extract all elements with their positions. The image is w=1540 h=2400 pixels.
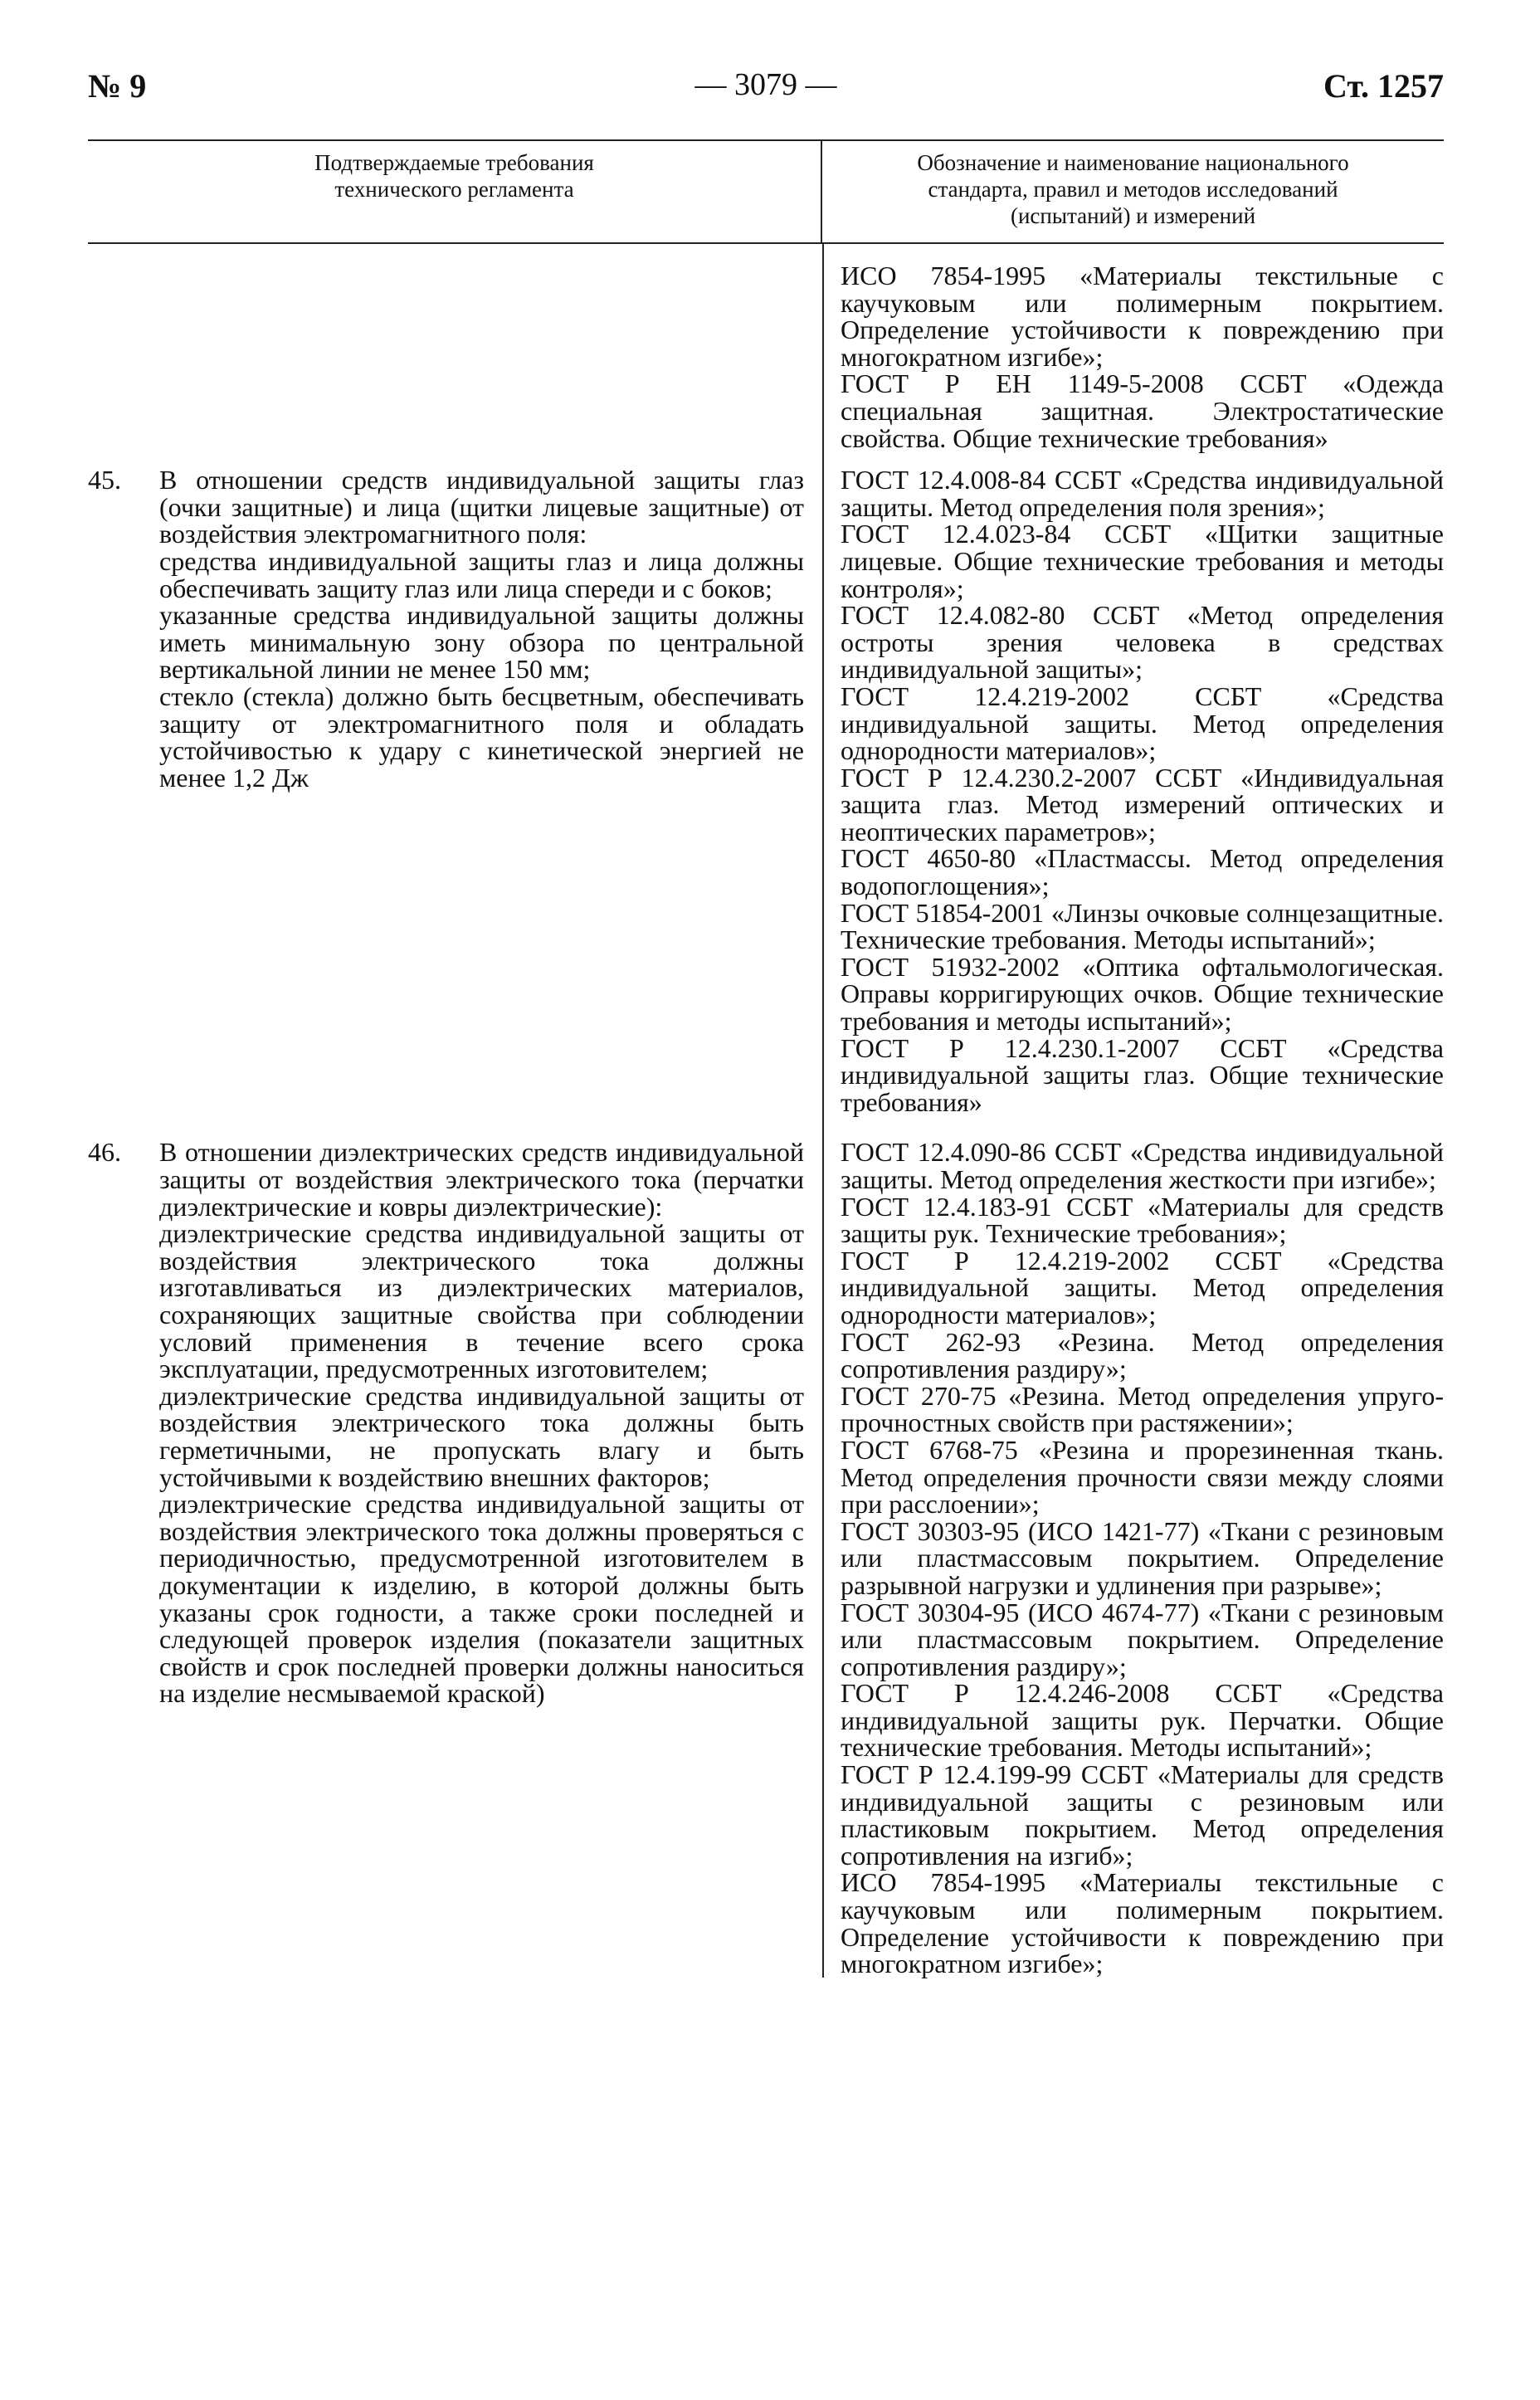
standards-cell	[822, 466, 1444, 1115]
heading-line: Обозначение и наименование национального	[917, 150, 1349, 175]
standard-entry: ГОСТ Р 12.4.230.2-2007 ССБТ «Индивидуальная защита глаз. Метод измерений оптических и неоптических параметров»;	[841, 762, 1444, 846]
item-number: 46.	[88, 1137, 121, 1168]
requirement-text	[88, 466, 822, 791]
table-row	[88, 1115, 1444, 1977]
standards-list	[841, 1139, 1444, 1977]
standard-entry: ГОСТ Р 12.4.230.1-2007 ССБТ «Средства индивидуальной защиты глаз. Общие технические требования»	[841, 1032, 1444, 1117]
standard-entry: ГОСТ Р 12.4.246-2008 ССБТ «Средства индивидуальной защиты рук. Перчатки. Общие технические требования. Методы испытаний»;	[841, 1678, 1444, 1763]
table-header	[88, 141, 1444, 244]
standard-entry: ГОСТ 12.4.082-80 ССБТ «Метод определения остроты зрения человека в средствах индивидуальной защиты»;	[841, 600, 1444, 685]
standard-entry: ГОСТ 51854-2001 «Линзы очковые солнцезащитные. Технические требования. Методы испытаний»;	[841, 897, 1444, 955]
item-number: 45.	[88, 465, 121, 495]
standard-entry: ГОСТ Р ЕН 1149-5-2008 ССБТ «Одежда специальная защитная. Электростатические свойства. Общие технические требования»	[841, 368, 1444, 453]
standard-entry: ГОСТ 30304-95 (ИСО 4674-77) «Ткани с резиновым или пластмассовым покрытием. Определение сопротивления раздиру»;	[841, 1597, 1444, 1681]
standard-entry: ГОСТ 6768-75 «Резина и прорезиненная ткань. Метод определения прочности связи между слоями при расслоении»;	[841, 1434, 1444, 1520]
standard-entry: ГОСТ 12.4.090-86 ССБТ «Средства индивидуальной защиты. Метод определения жесткости при изгибе»;	[841, 1137, 1444, 1194]
requirement-paragraph: средства индивидуальной защиты глаз и лица должны обеспечивать защиту глаз или лица спереди и с боков;	[159, 545, 804, 603]
issue-number: № 9	[88, 67, 147, 105]
page-number: — 3079 —	[694, 67, 837, 102]
standard-entry: ГОСТ 262-93 «Резина. Метод определения сопротивления раздиру»;	[841, 1326, 1444, 1384]
standard-entry: ИСО 7854-1995 «Материалы текстильные с каучуковым или полимерным покрытием. Определение устойчивости к повреждению при многократном изгибе»;	[841, 1867, 1444, 1979]
document-page	[88, 66, 1444, 1978]
standard-entry: ГОСТ 12.4.023-84 ССБТ «Щитки защитные лицевые. Общие технические требования и методы контроля»;	[841, 519, 1444, 603]
standards-list	[841, 262, 1444, 451]
requirement-paragraph: указанные средства индивидуальной защиты должны иметь минимальную зону обзора по центральной вертикальной линии не менее 150 мм;	[159, 600, 804, 685]
standard-entry: ГОСТ 51932-2002 «Оптика офтальмологическая. Оправы корригирующих очков. Общие технические требования и методы испытаний»;	[841, 951, 1444, 1037]
standard-entry: ГОСТ 12.4.008-84 ССБТ «Средства индивидуальной защиты. Метод определения поля зрения»;	[841, 465, 1444, 522]
requirement-paragraph: диэлектрические средства индивидуальной защиты от воздействия электрического тока должны изготавливаться из диэлектрических материалов, сохраняющих защитные свойства при соблюдении условий применения в течение всего срока эксплуатации, предусмотренных изготовителем;	[159, 1218, 804, 1384]
table-row	[88, 244, 1444, 451]
standard-entry: ГОСТ Р 12.4.199-99 ССБТ «Материалы для средств индивидуальной защиты с резиновым или пластиковым покрытием. Метод определения сопротивления на изгиб»;	[841, 1759, 1444, 1871]
requirement-paragraph: диэлектрические средства индивидуальной защиты от воздействия электрического тока должны проверяться с периодичностью, предусмотренной изготовителем в документации к изделию, в которой должны быть указаны срок годности, а также сроки последней и следующей проверок изделия (показатели защитных свойств и срок последней проверки должны наноситься на изделие несмываемой краской)	[159, 1489, 804, 1709]
heading-line: технического регламента	[334, 177, 574, 202]
heading-line: стандарта, правил и методов исследований	[928, 177, 1338, 202]
requirement-paragraph: В отношении диэлектрических средств индивидуальной защиты от воздействия электрического тока (перчатки диэлектрические и ковры диэлектрические):	[159, 1137, 804, 1222]
requirement-paragraph: В отношении средств индивидуальной защиты глаз (очки защитные) и лица (щитки лицевые защитные) от воздействия электромагнитного поля:	[159, 465, 804, 549]
standards-list	[841, 466, 1444, 1115]
table-row	[88, 451, 1444, 1115]
standard-entry: ИСО 7854-1995 «Материалы текстильные с каучуковым или полимерным покрытием. Определение устойчивости к повреждению при многократном изгибе»;	[841, 261, 1444, 372]
standard-entry: ГОСТ 270-75 «Резина. Метод определения упруго-прочностных свойств при растяжении»;	[841, 1380, 1444, 1438]
requirement-cell	[88, 1139, 822, 1977]
requirement-cell	[88, 262, 822, 451]
standard-entry: ГОСТ 12.4.219-2002 ССБТ «Средства индивидуальной защиты. Метод определения однородности материалов»;	[841, 680, 1444, 766]
requirement-paragraph: стекло (стекла) должно быть бесцветным, обеспечивать защиту от электромагнитного поля и обладать устойчивостью к удару с кинетической энергией не менее 1,2 Дж	[159, 680, 804, 793]
standard-entry: ГОСТ 12.4.183-91 ССБТ «Материалы для средств защиты рук. Технические требования»;	[841, 1191, 1444, 1249]
column-heading-requirements	[88, 141, 822, 242]
requirement-paragraph: диэлектрические средства индивидуальной защиты от воздействия электрического тока должны быть герметичными, не пропускать влагу и быть устойчивыми к воздействию внешних факторов;	[159, 1380, 804, 1492]
standard-entry: ГОСТ Р 12.4.219-2002 ССБТ «Средства индивидуальной защиты. Метод определения однородности материалов»;	[841, 1245, 1444, 1329]
heading-line: (испытаний) и измерений	[1010, 203, 1256, 228]
standard-entry: ГОСТ 30303-95 (ИСО 1421-77) «Ткани с резиновым или пластмассовым покрытием. Определение разрывной нагрузки и удлинения при разрыве»;	[841, 1515, 1444, 1600]
standard-entry: ГОСТ 4650-80 «Пластмассы. Метод определения водопоглощения»;	[841, 843, 1444, 901]
column-heading-standards	[822, 141, 1444, 242]
table-body	[88, 244, 1444, 1978]
running-head	[88, 66, 1444, 124]
article-number: Ст. 1257	[1323, 67, 1444, 105]
heading-line: Подтверждаемые требования	[314, 150, 594, 175]
standards-cell	[822, 1139, 1444, 1977]
requirement-text	[88, 1137, 822, 1709]
standards-cell	[822, 262, 1444, 451]
requirement-cell	[88, 466, 822, 1115]
column-divider	[822, 244, 824, 1978]
